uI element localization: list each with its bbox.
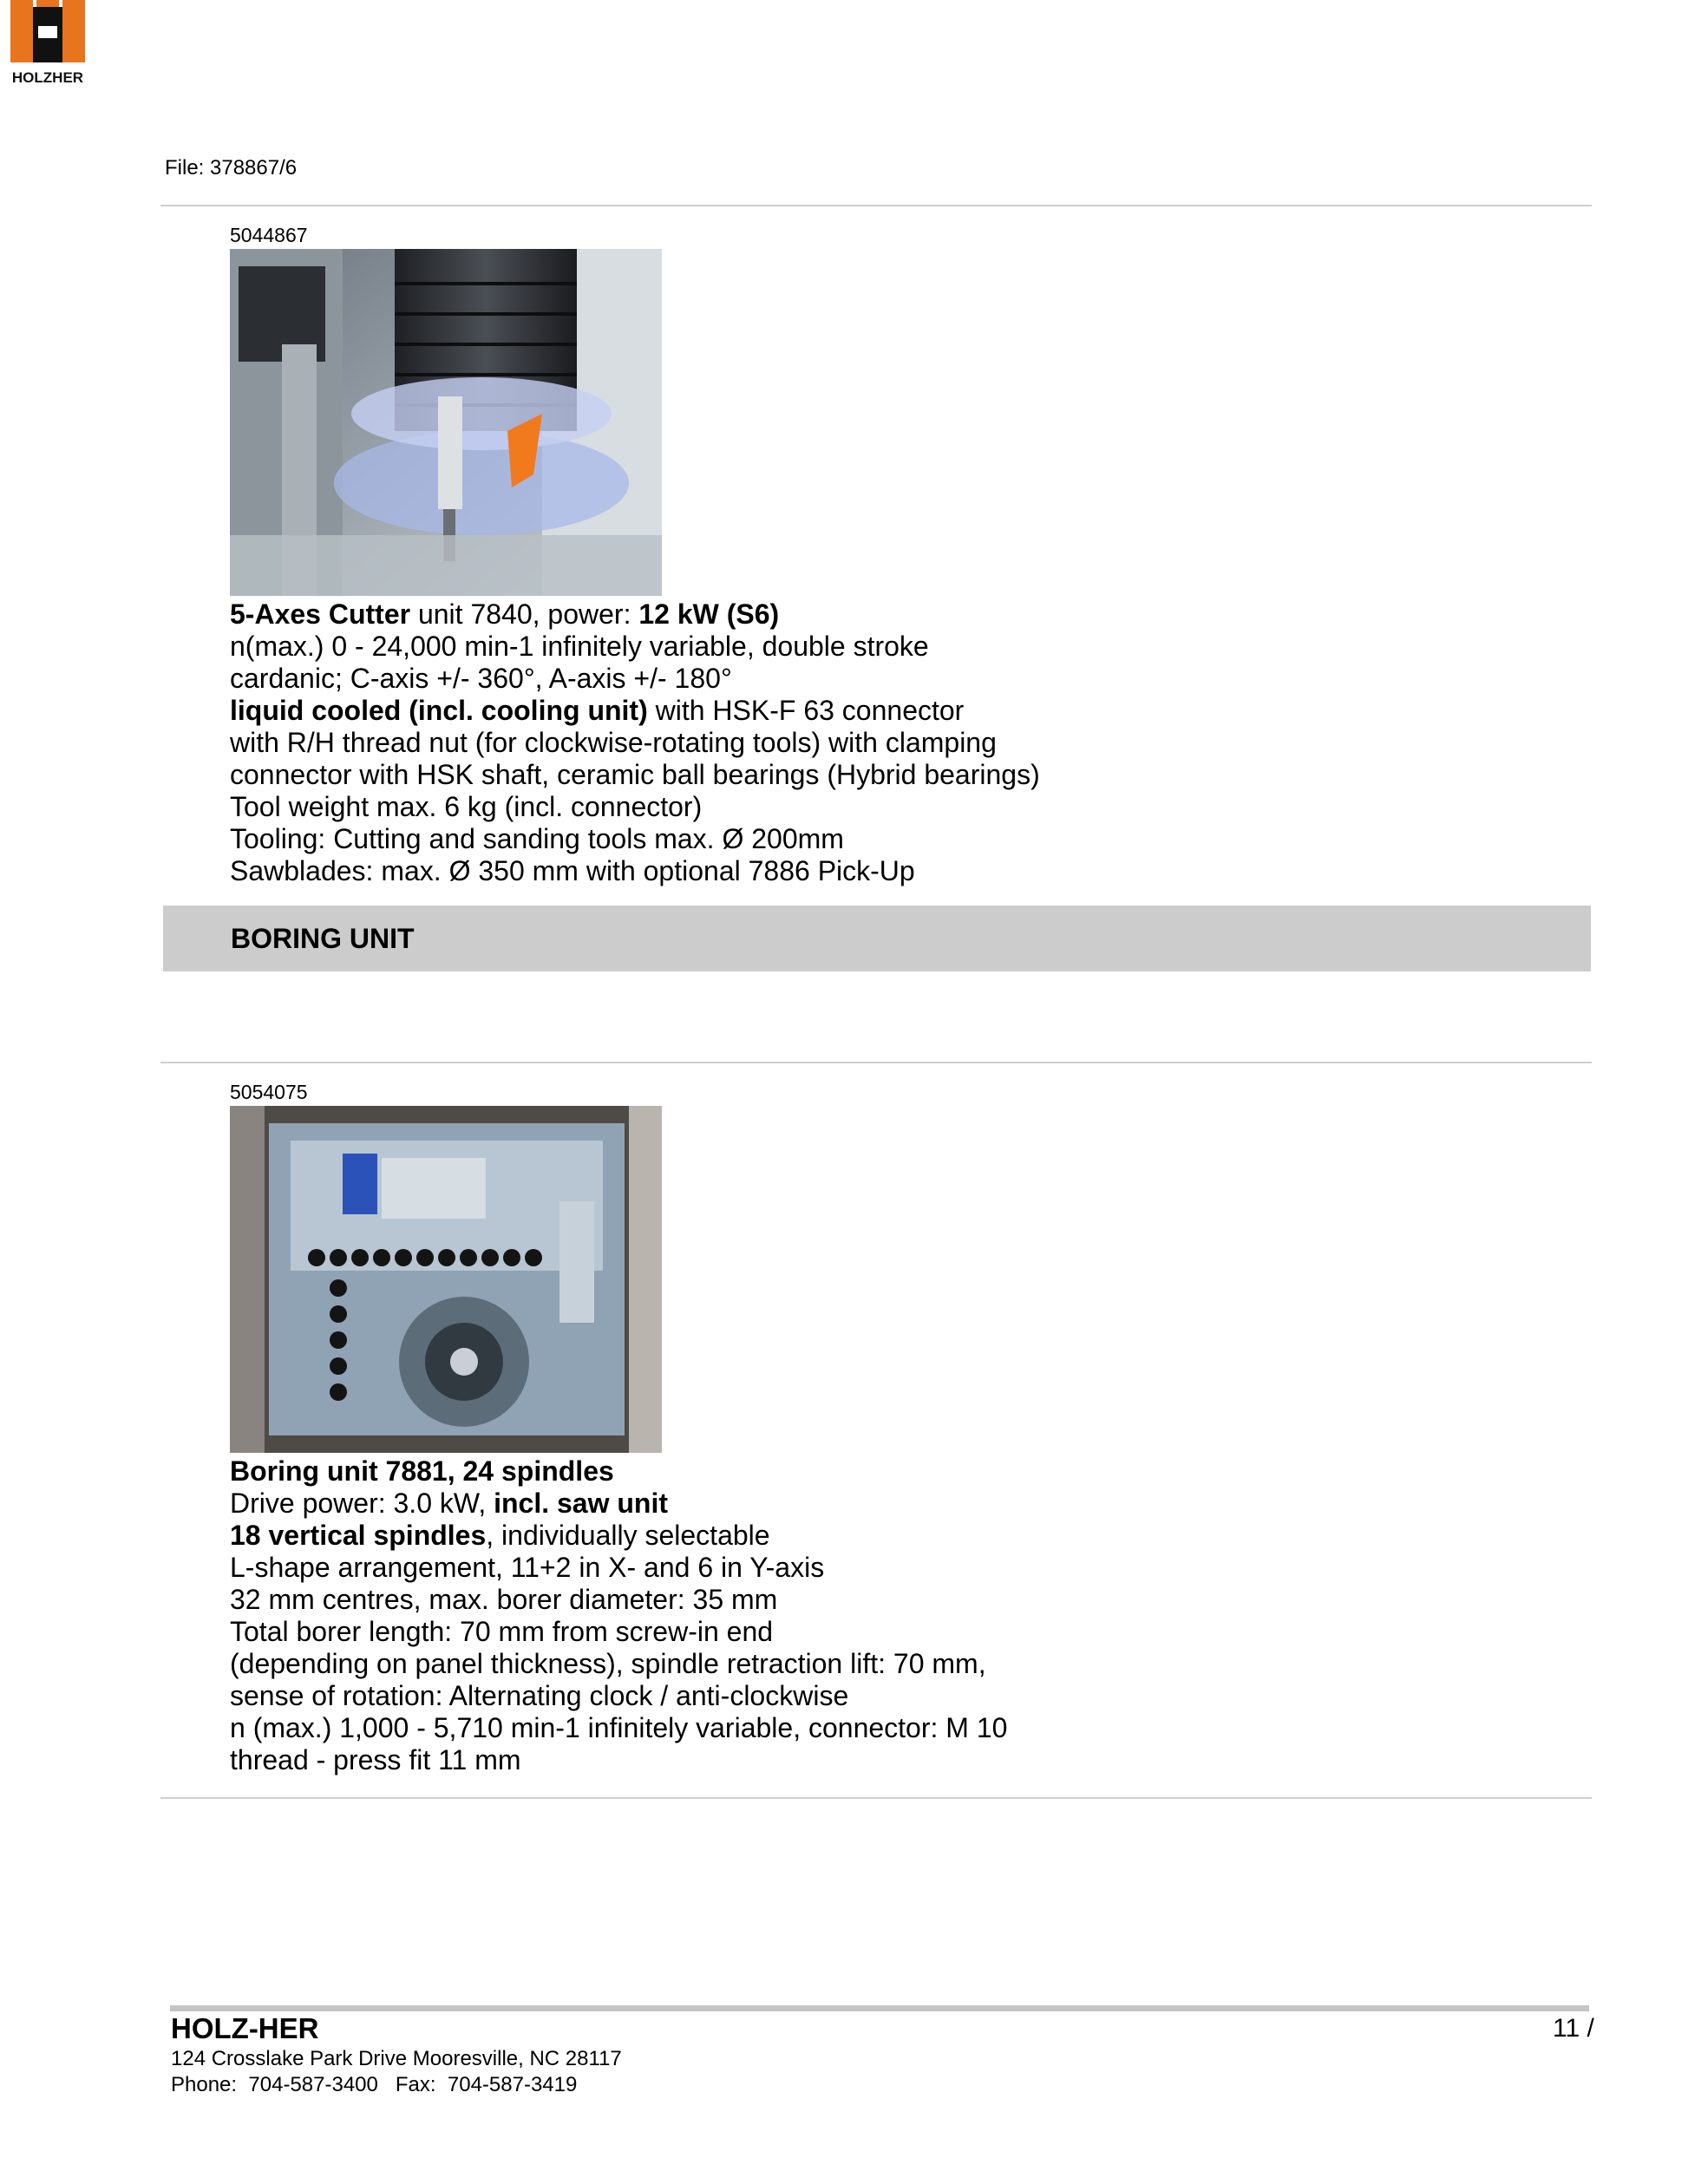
description-line [230, 791, 1040, 823]
description-line [230, 695, 1040, 727]
description-line [230, 1488, 1007, 1520]
bold-text: 5-Axes Cutter [230, 598, 411, 630]
bold-text: incl. saw unit [494, 1488, 669, 1519]
description-line [230, 1520, 1007, 1552]
text-run: cardanic; C-axis +/- 360°, A-axis +/- 180° [230, 663, 732, 694]
text-run: L-shape arrangement, 11+2 in X- and 6 in Y-axis [230, 1552, 825, 1583]
boring-unit-description [230, 1455, 1007, 1776]
section-title: BORING UNIT [231, 923, 415, 954]
text-run: Tooling: Cutting and sanding tools max. Ø 200mm [230, 823, 844, 854]
text-run: 32 mm centres, max. borer diameter: 35 mm [230, 1584, 778, 1615]
description-line [230, 1712, 1007, 1744]
description-line [230, 759, 1040, 791]
cutter-unit-photo [230, 249, 662, 596]
description-line [230, 1680, 1007, 1712]
description-line [230, 727, 1040, 759]
company-address: 124 Crosslake Park Drive Mooresville, NC 28117 [171, 2047, 622, 2070]
file-label: File: 378867/6 [165, 156, 298, 180]
footer-divider [170, 2005, 1589, 2011]
text-run: Tool weight max. 6 kg (incl. connector) [230, 791, 703, 822]
bold-text: 18 vertical spindles [230, 1520, 487, 1551]
item-divider [160, 1797, 1592, 1799]
description-line [230, 1744, 1007, 1776]
text-run: Total borer length: 70 mm from screw-in end [230, 1616, 774, 1647]
text-run: n (max.) 1,000 - 5,710 min-1 infinitely variable, connector: M 10 [230, 1712, 1008, 1743]
section-band [163, 906, 1591, 971]
description-line [230, 631, 1040, 663]
header-divider [160, 205, 1592, 206]
description-line [230, 598, 1040, 631]
text-run: , individually selectable [486, 1520, 770, 1551]
description-line [230, 823, 1040, 855]
description-line [230, 1552, 1007, 1584]
description-line [230, 1648, 1007, 1680]
holzher-logo [0, 0, 95, 87]
boring-unit-photo [230, 1106, 662, 1453]
text-run: (depending on panel thickness), spindle retraction lift: 70 mm, [230, 1648, 986, 1679]
text-run: unit 7840, power: [410, 598, 639, 630]
text-run: with HSK-F 63 connector [647, 695, 965, 726]
text-run: thread - press fit 11 mm [230, 1744, 521, 1775]
article-number: 5054075 [230, 1081, 308, 1103]
page-number: 11 / [1553, 2014, 1594, 2043]
bold-text: Boring unit 7881, 24 spindles [230, 1455, 614, 1487]
text-run: connector with HSK shaft, ceramic ball bearings (Hybrid bearings) [230, 759, 1040, 790]
item-divider [160, 1062, 1592, 1063]
description-line [230, 663, 1040, 695]
text-run: Sawblades: max. Ø 350 mm with optional 7886 Pick-Up [230, 855, 915, 886]
logo-text: HOLZHER [11, 69, 84, 86]
description-line [230, 855, 1040, 887]
article-number: 5044867 [230, 224, 308, 246]
bold-text: liquid cooled (incl. cooling unit) [230, 695, 648, 726]
description-line [230, 1584, 1007, 1616]
company-phone: Phone: 704-587-3400 Fax: 704-587-3419 [171, 2073, 578, 2096]
text-run: n(max.) 0 - 24,000 min-1 infinitely variable, double stroke [230, 631, 929, 662]
bold-text: 12 kW (S6) [638, 598, 780, 630]
text-run: with R/H thread nut (for clockwise-rotating tools) with clamping [230, 727, 997, 758]
description-line [230, 1455, 1007, 1488]
text-run: Drive power: 3.0 kW, [230, 1488, 494, 1519]
cutter-unit-description [230, 598, 1040, 887]
company-name: HOLZ-HER [171, 2012, 319, 2044]
text-run: sense of rotation: Alternating clock / anti-clockwise [230, 1680, 849, 1711]
description-line [230, 1616, 1007, 1648]
